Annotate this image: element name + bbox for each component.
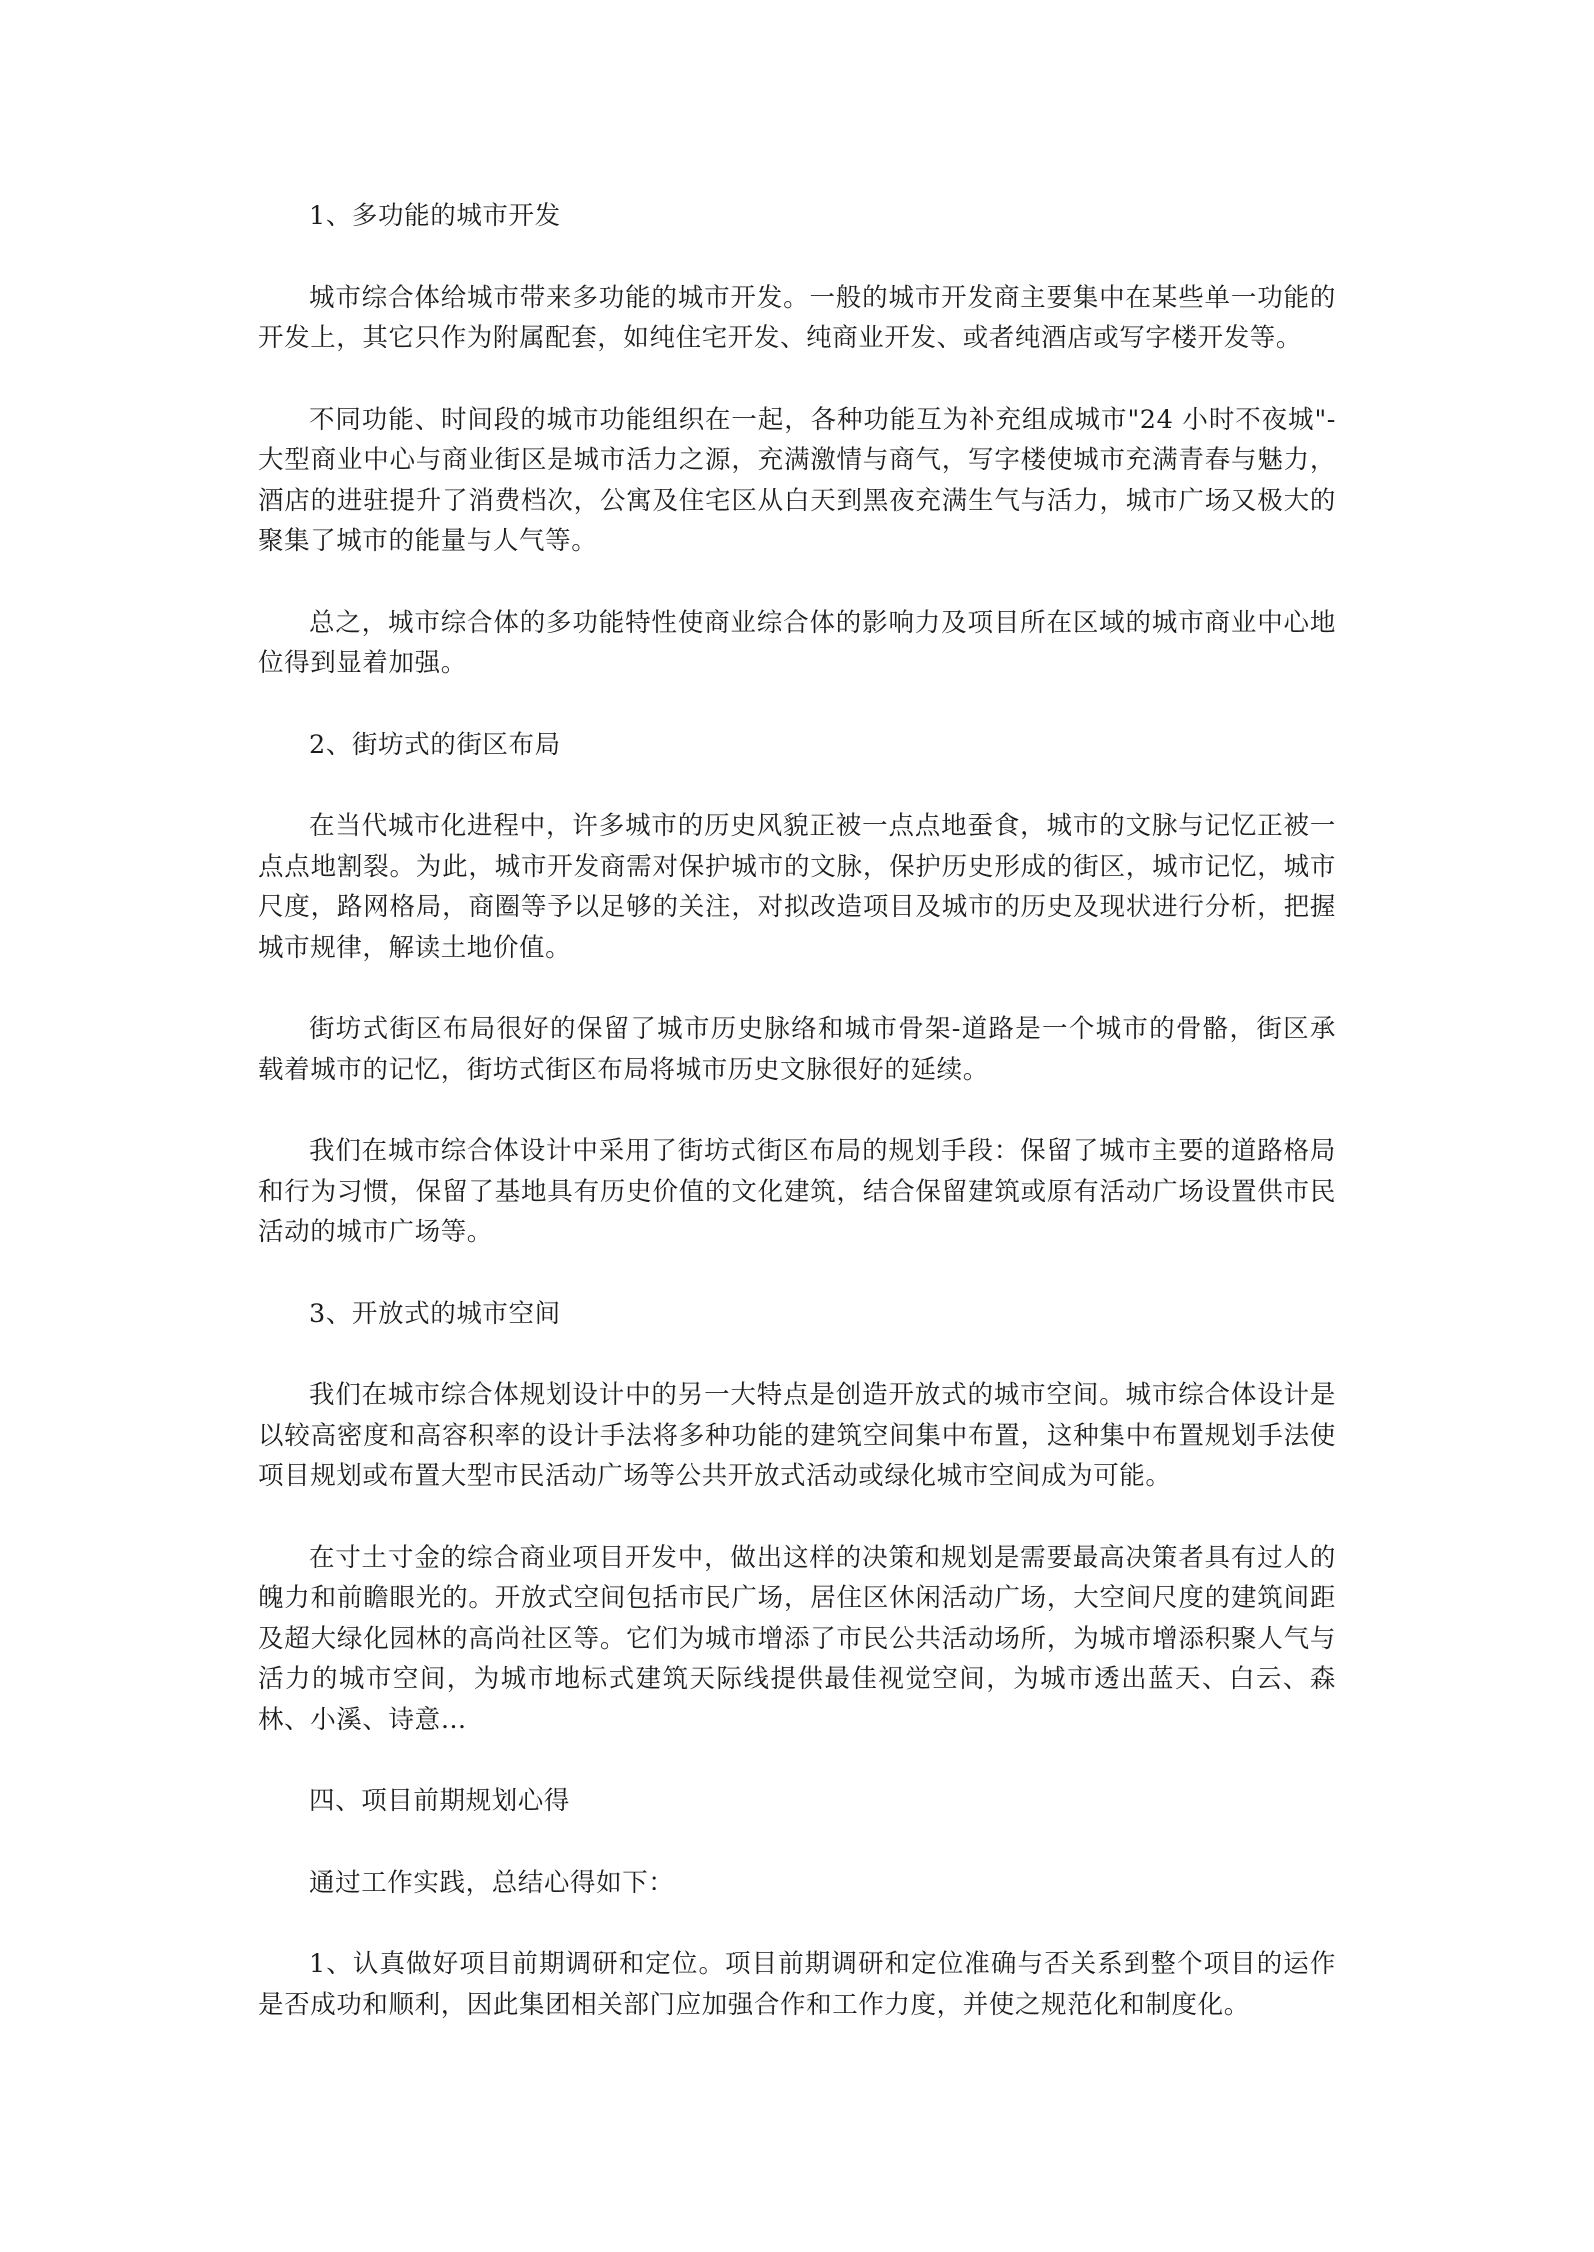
paragraph: 我们在城市综合体设计中采用了街坊式街区布局的规划手段：保留了城市主要的道路格局和行为习惯，保留了基地具有历史价值的文化建筑，结合保留建筑或原有活动广场设置供市民活动的城市广场等。 — [258, 1136, 1336, 1247]
section-heading-open-space: 3、开放式的城市空间 — [309, 1298, 561, 1329]
paragraph: 我们在城市综合体规划设计中的另一大特点是创造开放式的城市空间。城市综合体设计是以较高密度和高容积率的设计手法将多种功能的建筑空间集中布置，这种集中布置规划手法使项目规划或布置大型市民活动广场等公共开放式活动或绿化城市空间成为可能。 — [258, 1380, 1336, 1491]
paragraph: 在当代城市化进程中，许多城市的历史风貌正被一点点地蚕食，城市的文脉与记忆正被一点点地割裂。为此，城市开发商需对保护城市的文脉，保护历史形成的街区，城市记忆，城市尺度，路网格局，商圈等予以足够的关注，对拟改造项目及城市的历史及现状进行分析，把握城市规律，解读土地价值。 — [258, 811, 1336, 963]
paragraph: 在寸土寸金的综合商业项目开发中，做出这样的决策和规划是需要最高决策者具有过人的魄力和前瞻眼光的。开放式空间包括市民广场，居住区休闲活动广场，大空间尺度的建筑间距及超大绿化园林的高尚社区等。它们为城市增添了市民公共活动场所，为城市增添积聚人气与活力的城市空间，为城市地标式建筑天际线提供最佳视觉空间，为城市透出蓝天、白云、森林、小溪、诗意… — [258, 1542, 1336, 1735]
section-heading-planning-experience: 四、项目前期规划心得 — [309, 1786, 571, 1816]
paragraph: 不同功能、时间段的城市功能组织在一起，各种功能互为补充组成城市"24 小时不夜城"-大型商业中心与商业街区是城市活力之源，充满激情与商气，写字楼使城市充满青春与魅力，酒店的进驻提升了消费档次，公寓及住宅区从白天到黑夜充满生气与活力，城市广场又极大的聚集了城市的能量与人气等。 — [258, 404, 1336, 556]
paragraph: 街坊式街区布局很好的保留了城市历史脉络和城市骨架-道路是一个城市的骨骼，街区承载着城市的记忆，街坊式街区布局将城市历史文脉很好的延续。 — [258, 1014, 1336, 1085]
paragraph: 总之，城市综合体的多功能特性使商业综合体的影响力及项目所在区域的城市商业中心地位得到显着加强。 — [258, 607, 1336, 678]
paragraph: 城市综合体给城市带来多功能的城市开发。一般的城市开发商主要集中在某些单一功能的开发上，其它只作为附属配套，如纯住宅开发、纯商业开发、或者纯酒店或写字楼开发等。 — [258, 282, 1336, 353]
section-heading-street-layout: 2、街坊式的街区布局 — [309, 729, 561, 760]
section-heading-multifunction: 1、多功能的城市开发 — [309, 201, 561, 231]
paragraph: 1、认真做好项目前期调研和定位。项目前期调研和定位准确与否关系到整个项目的运作是否成功和顺利，因此集团相关部门应加强合作和工作力度，并使之规范化和制度化。 — [258, 1949, 1336, 2020]
intro-line: 通过工作实践，总结心得如下： — [309, 1867, 675, 1898]
